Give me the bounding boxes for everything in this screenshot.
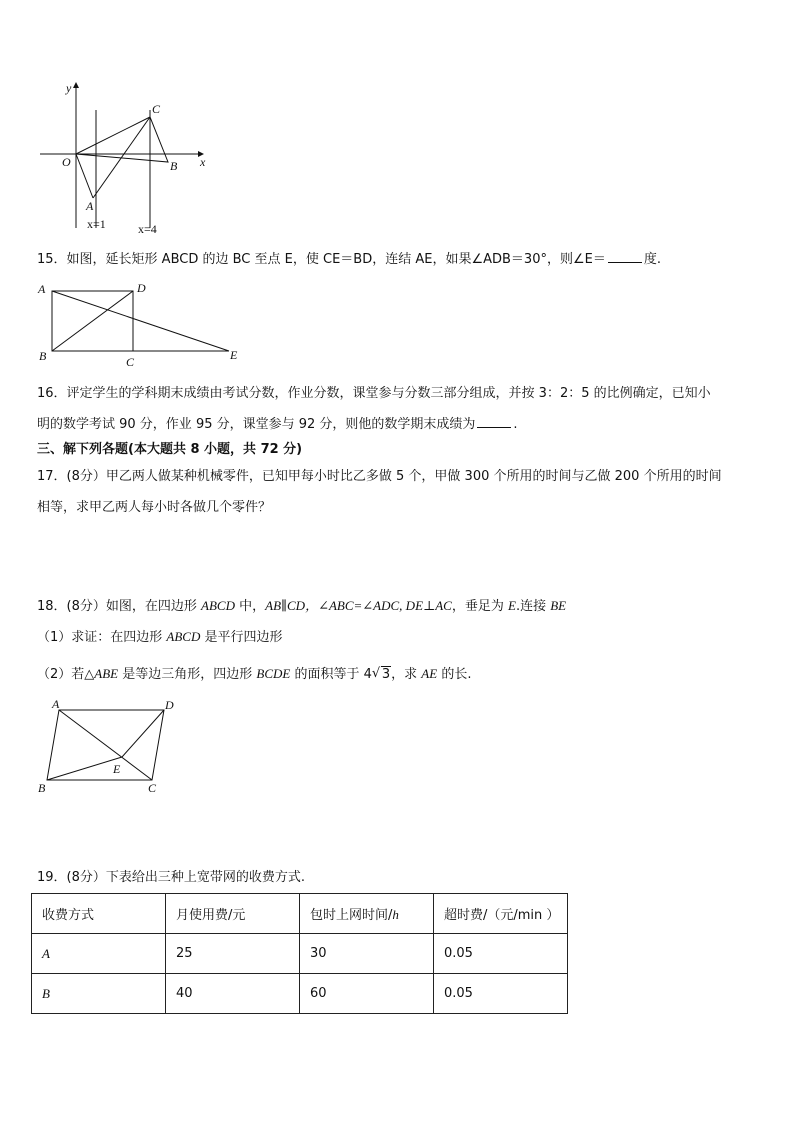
q16-answer-blank bbox=[477, 415, 511, 428]
label-x-1: x=1 bbox=[87, 217, 106, 231]
label-x: x bbox=[200, 155, 206, 169]
segment-OA bbox=[76, 154, 93, 198]
question-17-line-1: 17．(8分）甲乙两人做某种机械零件，已知甲每小时比乙多做 5 个，甲做 300 个所用的时间与乙做 200 个所用的时间 bbox=[37, 469, 722, 484]
quadrilateral-OABC bbox=[76, 117, 168, 162]
diagonal-BD bbox=[52, 291, 133, 351]
table-cell: 0.05 bbox=[434, 974, 568, 1014]
question-16-line-2 bbox=[37, 415, 518, 434]
label-y: y bbox=[66, 81, 72, 95]
table-cell: A bbox=[32, 934, 166, 974]
sqrt-3: √ 3 bbox=[372, 666, 391, 684]
label-D: D bbox=[165, 698, 174, 712]
question-18-intro: 18．(8分）如图，在四边形 ABCD 中，AB∥CD，∠ABC=∠ADC, DE⊥AC，垂足为 E.连接 BE bbox=[37, 598, 567, 614]
question-19-intro: 19．(8分）下表给出三种上宽带网的收费方式. bbox=[37, 870, 306, 885]
y-axis-arrow bbox=[73, 82, 79, 88]
header-cell: 超时费/（元/min ） bbox=[434, 894, 568, 934]
segment-AC bbox=[93, 117, 150, 198]
q16-text: 明的数学考试 90 分，作业 95 分，课堂参与 92 分，则他的数学期末成绩为 bbox=[37, 417, 476, 432]
table-cell: 30 bbox=[300, 934, 434, 974]
question-15 bbox=[37, 250, 661, 269]
question-17-line-2: 相等，求甲乙两人每小时各做几个零件？ bbox=[37, 500, 272, 515]
label-B: B bbox=[38, 781, 46, 795]
label-A: A bbox=[38, 282, 46, 296]
label-B: B bbox=[170, 159, 178, 173]
segment-AE bbox=[52, 291, 229, 351]
q15-text-end: 度. bbox=[643, 252, 661, 267]
label-B: B bbox=[39, 349, 47, 363]
label-A: A bbox=[52, 697, 60, 711]
question-18-part-1: （1）求证：在四边形 ABCD 是平行四边形 bbox=[37, 629, 283, 645]
fee-table bbox=[31, 893, 568, 1014]
q16-text-end: . bbox=[513, 417, 518, 432]
q15-text: 15．如图，延长矩形 ABCD 的边 BC 至点 E，使 CE＝BD，连结 AE，如果∠ADB＝30°，则∠E＝ bbox=[37, 252, 606, 267]
parallelogram-figure bbox=[36, 695, 186, 800]
label-x-4: x=4 bbox=[138, 222, 157, 236]
rectangle-figure bbox=[36, 280, 246, 370]
segment-BE bbox=[47, 757, 122, 780]
section-3-title: 三、解下列各题(本大题共 8 小题，共 72 分) bbox=[37, 442, 303, 457]
q15-answer-blank bbox=[608, 250, 642, 263]
table-row bbox=[32, 934, 568, 974]
label-D: D bbox=[137, 281, 146, 295]
diagonal-AC bbox=[59, 710, 152, 780]
question-16-line-1: 16．评定学生的学科期末成绩由考试分数，作业分数，课堂参与分数三部分组成，并按 3：2：5 的比例确定，已知小 bbox=[37, 386, 711, 401]
header-cell: 收费方式 bbox=[32, 894, 166, 934]
table-cell: 0.05 bbox=[434, 934, 568, 974]
label-C: C bbox=[152, 102, 161, 116]
table-cell: 40 bbox=[166, 974, 300, 1014]
table-cell: B bbox=[32, 974, 166, 1014]
label-E: E bbox=[113, 762, 121, 776]
label-E: E bbox=[230, 348, 238, 362]
coordinate-figure bbox=[38, 80, 218, 240]
label-C: C bbox=[126, 355, 135, 369]
segment-DE bbox=[122, 710, 164, 757]
label-C: C bbox=[148, 781, 157, 795]
label-A: A bbox=[86, 199, 94, 213]
table-row bbox=[32, 974, 568, 1014]
table-cell: 25 bbox=[166, 934, 300, 974]
question-18-part-2: （2）若△ABE 是等边三角形，四边形 BCDE 的面积等于 4√ 3，求 AE 的长. bbox=[37, 665, 471, 684]
header-cell: 月使用费/元 bbox=[166, 894, 300, 934]
table-cell: 60 bbox=[300, 974, 434, 1014]
table-header-row bbox=[32, 894, 568, 934]
label-O: O bbox=[62, 155, 71, 169]
header-cell: 包时上网时间/h bbox=[300, 894, 434, 934]
